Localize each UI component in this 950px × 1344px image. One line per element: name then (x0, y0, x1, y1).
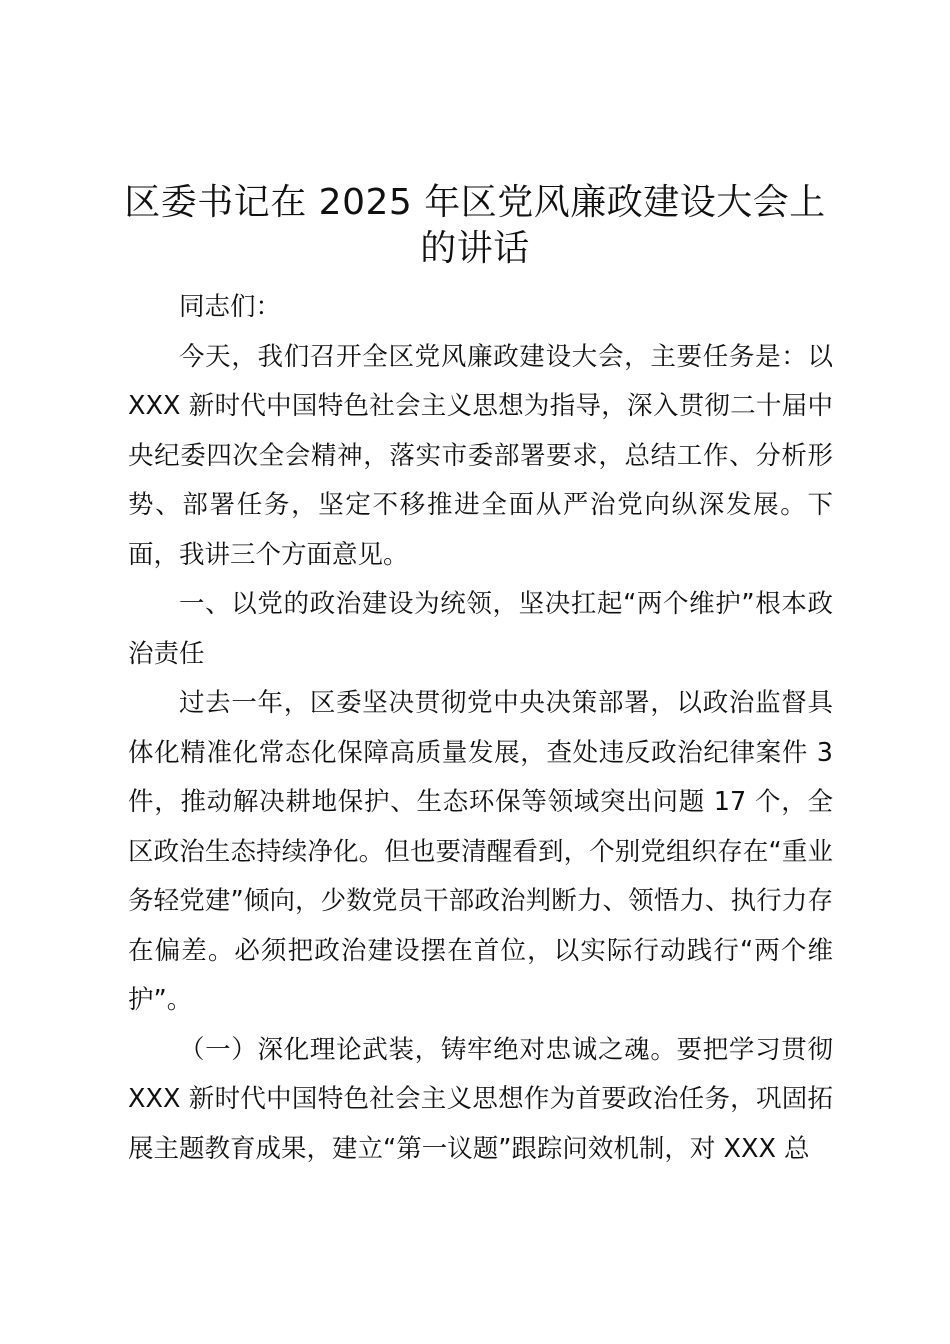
body-paragraph: 过去一年，区委坚决贯彻党中央决策部署，以政治监督具体化精准化常态化保障高质量发展，查处违反政治纪律案件 3 件，推动解决耕地保护、生态环保等领域突出问题 17 个，全区政治生态持续净化。但也要清醒看到，个别党组织存在“重业务轻党建”倾向，少数党员干部政治判断力、领悟力、执行力存在偏差。必须把政治建设摆在首位，以实际行动践行“两个维护”。 (128, 688, 833, 1015)
document-title: 区委书记在 2025 年区党风廉政建设大会上的讲话 (124, 182, 826, 270)
document-body (128, 283, 833, 1174)
section-heading-1: 一、以党的政治建设为统领，坚决扛起“两个维护”根本政治责任 (128, 589, 833, 669)
salutation-paragraph: 同志们： (179, 292, 282, 322)
intro-paragraph: 今天，我们召开全区党风廉政建设大会，主要任务是：以XXX 新时代中国特色社会主义思想为指导，深入贯彻二十届中央纪委四次全会精神，落实市委部署要求，总结工作、分析形势、部署任务，坚定不移推进全面从严治党向纵深发展。下面，我讲三个方面意见。 (128, 341, 833, 570)
subsection-paragraph-1: （一）深化理论武装，铸牢绝对忠诚之魂。要把学习贯彻XXX 新时代中国特色社会主义思想作为首要政治任务，巩固拓展主题教育成果，建立“第一议题”跟踪问效机制，对 XXX 总 (128, 1034, 833, 1164)
